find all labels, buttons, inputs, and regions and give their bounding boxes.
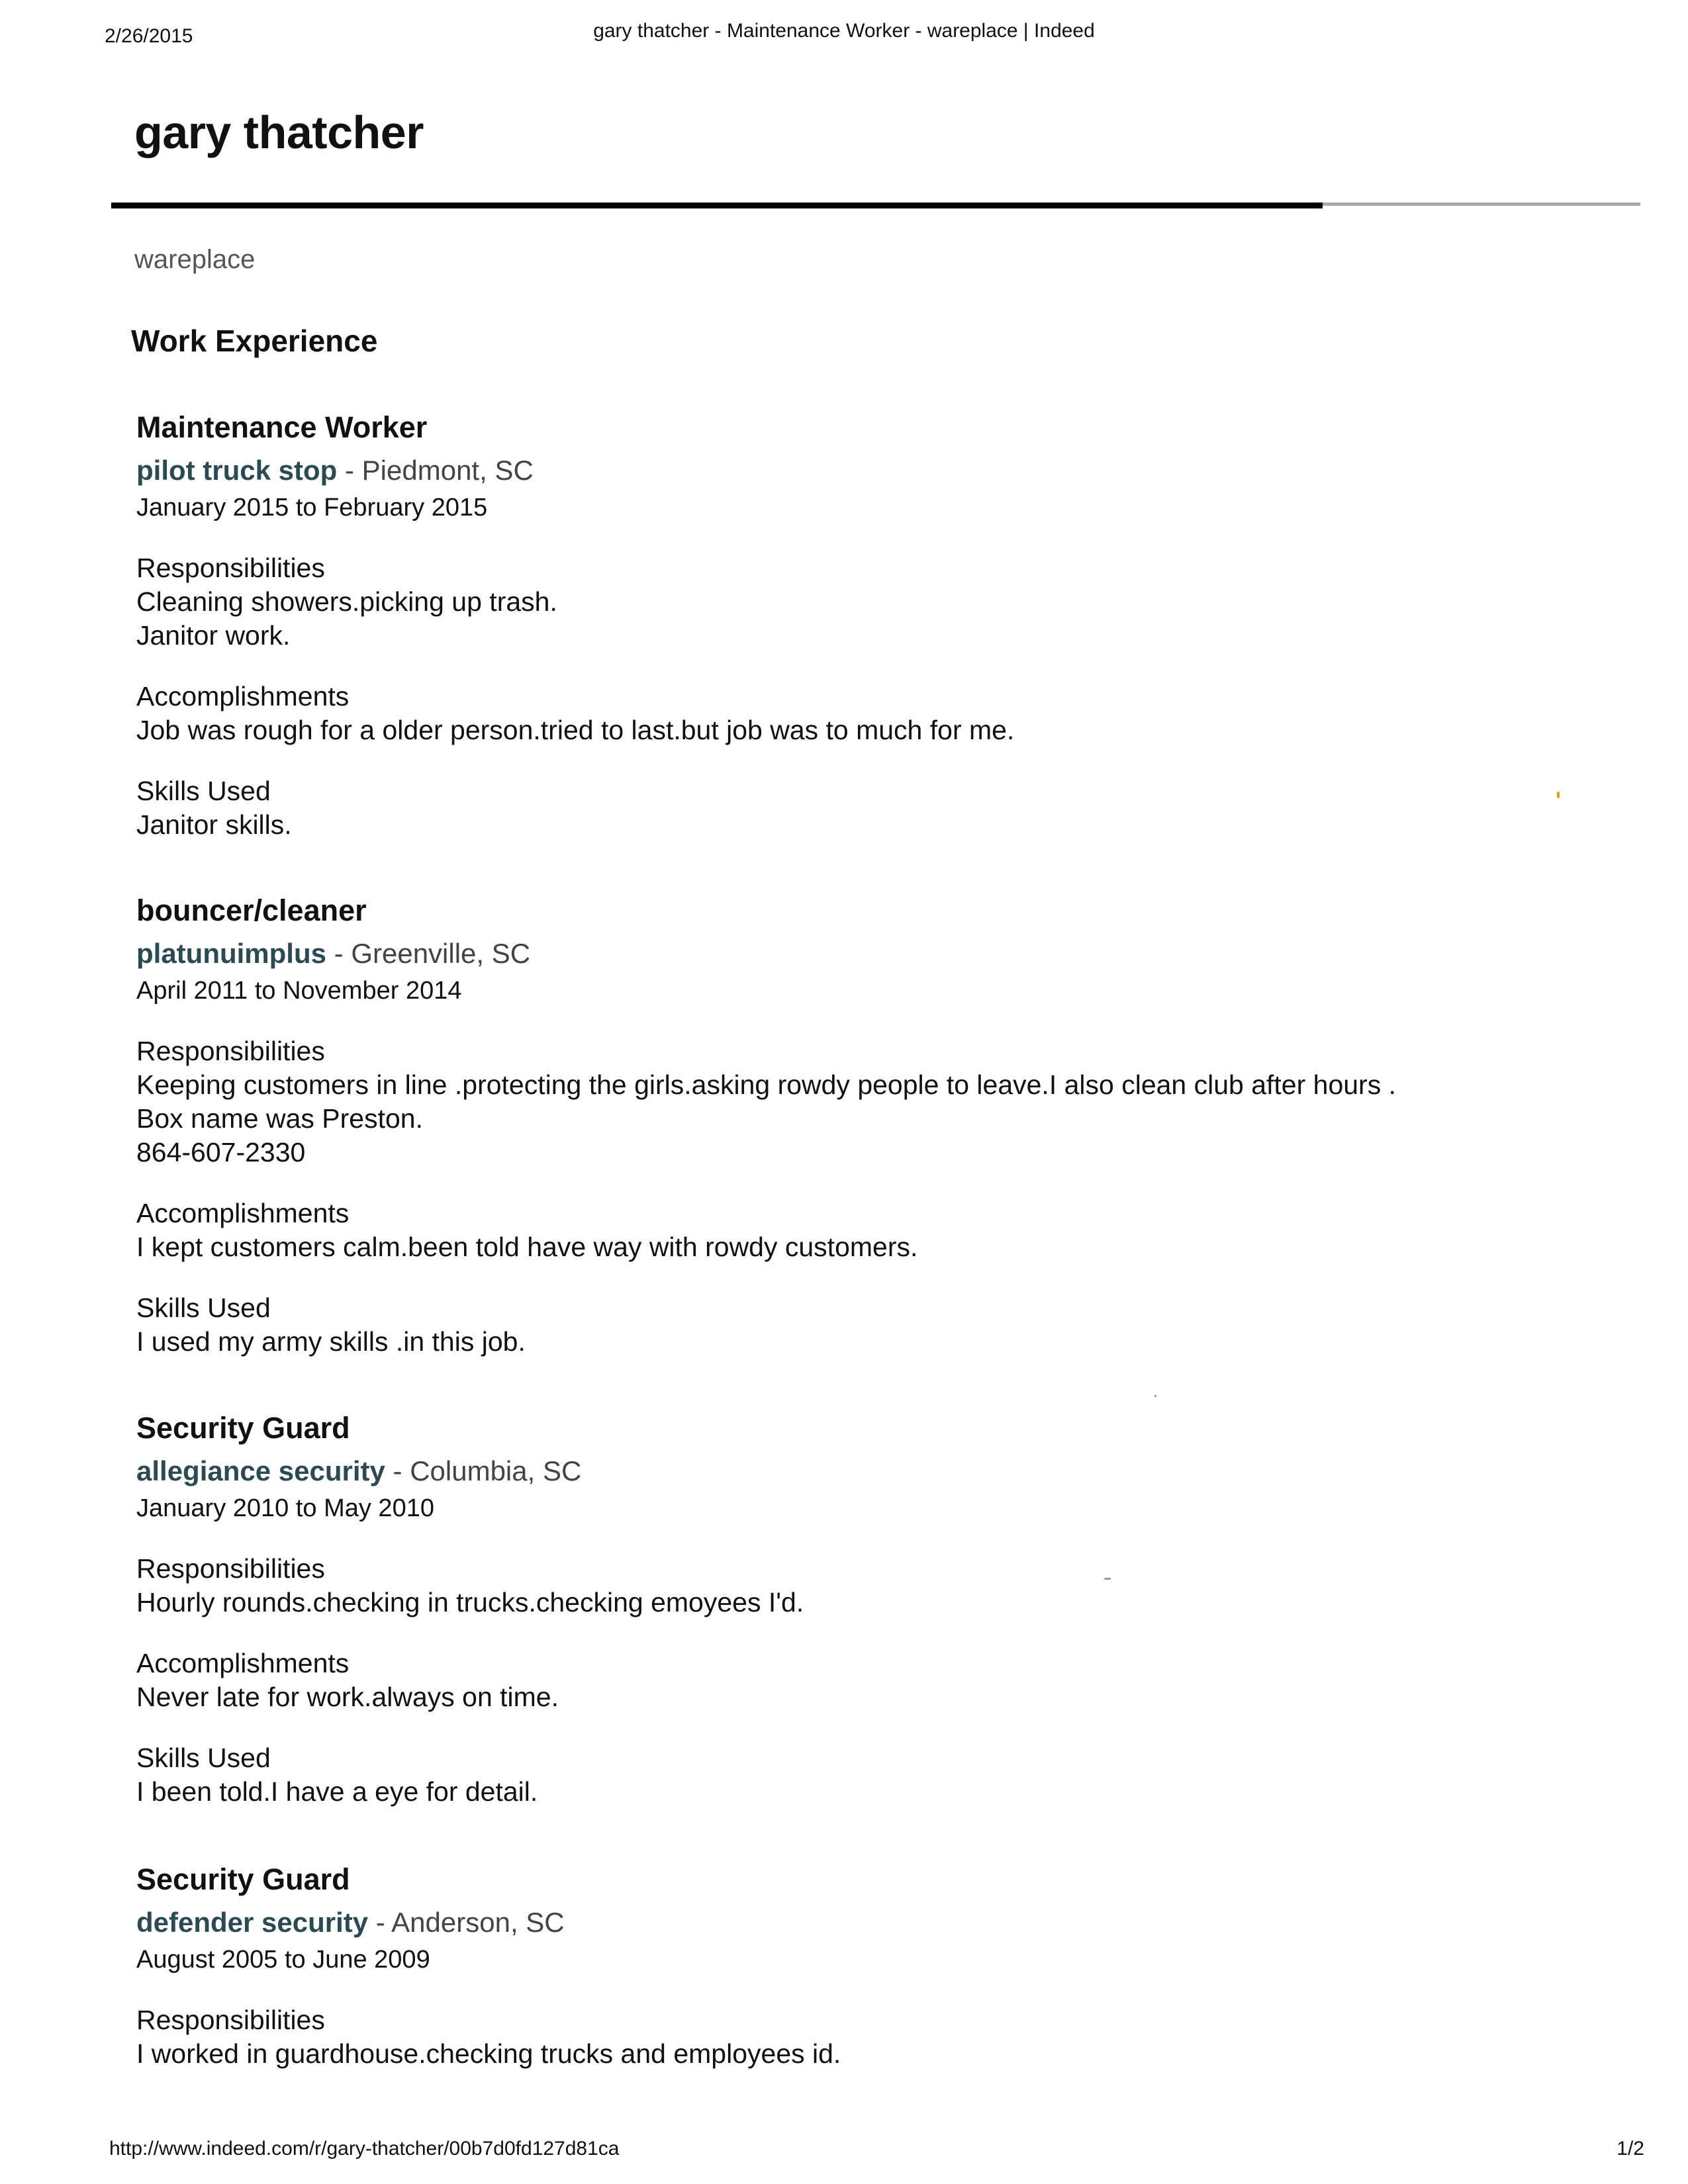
print-header bbox=[0, 20, 1688, 53]
responsibilities-label: Responsibilities bbox=[136, 1553, 325, 1584]
job-entry bbox=[136, 888, 1526, 1359]
responsibilities-label: Responsibilities bbox=[136, 2005, 325, 2035]
scan-speck bbox=[1557, 792, 1560, 798]
company-link[interactable]: allegiance security bbox=[136, 1455, 385, 1486]
company-location: - Piedmont, SC bbox=[337, 455, 534, 486]
responsibilities-label: Responsibilities bbox=[136, 553, 325, 583]
company-location: - Columbia, SC bbox=[385, 1455, 582, 1486]
job-title: bouncer/cleaner bbox=[136, 893, 367, 927]
skills-label: Skills Used bbox=[136, 776, 271, 806]
responsibilities-line: Hourly rounds.checking in trucks.checking emoyees I'd. bbox=[136, 1587, 804, 1617]
skills-line: I used my army skills .in this job. bbox=[136, 1326, 526, 1357]
responsibilities-line: I worked in guardhouse.checking trucks and employees id. bbox=[136, 2038, 841, 2069]
skills-block bbox=[136, 1291, 1526, 1359]
skills-line: I been told.I have a eye for detail. bbox=[136, 1776, 538, 1807]
responsibilities-label: Responsibilities bbox=[136, 1036, 325, 1066]
company-line bbox=[136, 450, 1526, 491]
job-entry bbox=[136, 1857, 1526, 2071]
print-footer bbox=[0, 2138, 1688, 2171]
company-location: - Anderson, SC bbox=[368, 1907, 565, 1938]
scan-speck bbox=[1154, 1395, 1156, 1397]
print-page-title: gary thatcher - Maintenance Worker - wareplace | Indeed bbox=[593, 20, 1095, 42]
responsibilities-block bbox=[136, 551, 1526, 653]
print-url: http://www.indeed.com/r/gary-thatcher/00b7d0fd127d81ca bbox=[109, 2138, 620, 2160]
responsibilities-block bbox=[136, 2003, 1526, 2071]
job-title: Security Guard bbox=[136, 1411, 350, 1445]
header-divider bbox=[111, 203, 1323, 208]
company-location: - Greenville, SC bbox=[326, 938, 531, 969]
header-divider-tail bbox=[1323, 203, 1640, 206]
candidate-headline: wareplace bbox=[134, 245, 256, 274]
scan-speck bbox=[1104, 1578, 1111, 1580]
job-entry bbox=[136, 405, 1526, 842]
company-link[interactable]: pilot truck stop bbox=[136, 455, 338, 486]
skills-line: Janitor skills. bbox=[136, 809, 292, 840]
job-title: Maintenance Worker bbox=[136, 410, 428, 444]
responsibilities-line: Keeping customers in line .protecting the girls.asking rowdy people to leave.I also clean club after hours . bbox=[136, 1069, 1396, 1100]
print-page-number: 1/2 bbox=[1617, 2138, 1644, 2160]
section-title-work-experience: Work Experience bbox=[131, 324, 378, 358]
company-line bbox=[136, 933, 1526, 974]
accomplishments-block bbox=[136, 1196, 1526, 1264]
print-date: 2/26/2015 bbox=[105, 25, 193, 47]
company-line bbox=[136, 1902, 1526, 1943]
job-dates: April 2011 to November 2014 bbox=[136, 977, 462, 1005]
accomplishments-block bbox=[136, 1646, 1526, 1714]
responsibilities-line: Box name was Preston. bbox=[136, 1103, 423, 1134]
accomplishments-block bbox=[136, 679, 1526, 747]
company-line bbox=[136, 1451, 1526, 1492]
accomplishments-label: Accomplishments bbox=[136, 1198, 350, 1228]
job-title: Security Guard bbox=[136, 1862, 350, 1896]
skills-label: Skills Used bbox=[136, 1293, 271, 1323]
job-dates: January 2015 to February 2015 bbox=[136, 494, 488, 522]
accomplishments-line: I kept customers calm.been told have way with rowdy customers. bbox=[136, 1232, 918, 1262]
accomplishments-line: Job was rough for a older person.tried to last.but job was to much for me. bbox=[136, 715, 1015, 745]
accomplishments-label: Accomplishments bbox=[136, 1648, 350, 1678]
company-link[interactable]: platunuimplus bbox=[136, 938, 326, 969]
accomplishments-label: Accomplishments bbox=[136, 681, 350, 711]
job-entry bbox=[136, 1406, 1526, 1809]
responsibilities-line: Janitor work. bbox=[136, 620, 291, 651]
responsibilities-line: 864-607-2330 bbox=[136, 1137, 306, 1167]
responsibilities-block bbox=[136, 1551, 1526, 1619]
job-dates: August 2005 to June 2009 bbox=[136, 1946, 430, 1974]
responsibilities-line: Cleaning showers.picking up trash. bbox=[136, 586, 557, 617]
skills-block bbox=[136, 1741, 1526, 1809]
job-dates: January 2010 to May 2010 bbox=[136, 1494, 434, 1522]
skills-label: Skills Used bbox=[136, 1743, 271, 1773]
skills-block bbox=[136, 774, 1526, 842]
accomplishments-line: Never late for work.always on time. bbox=[136, 1682, 559, 1712]
candidate-name: gary thatcher bbox=[134, 107, 424, 158]
company-link[interactable]: defender security bbox=[136, 1907, 369, 1938]
responsibilities-block bbox=[136, 1034, 1526, 1169]
